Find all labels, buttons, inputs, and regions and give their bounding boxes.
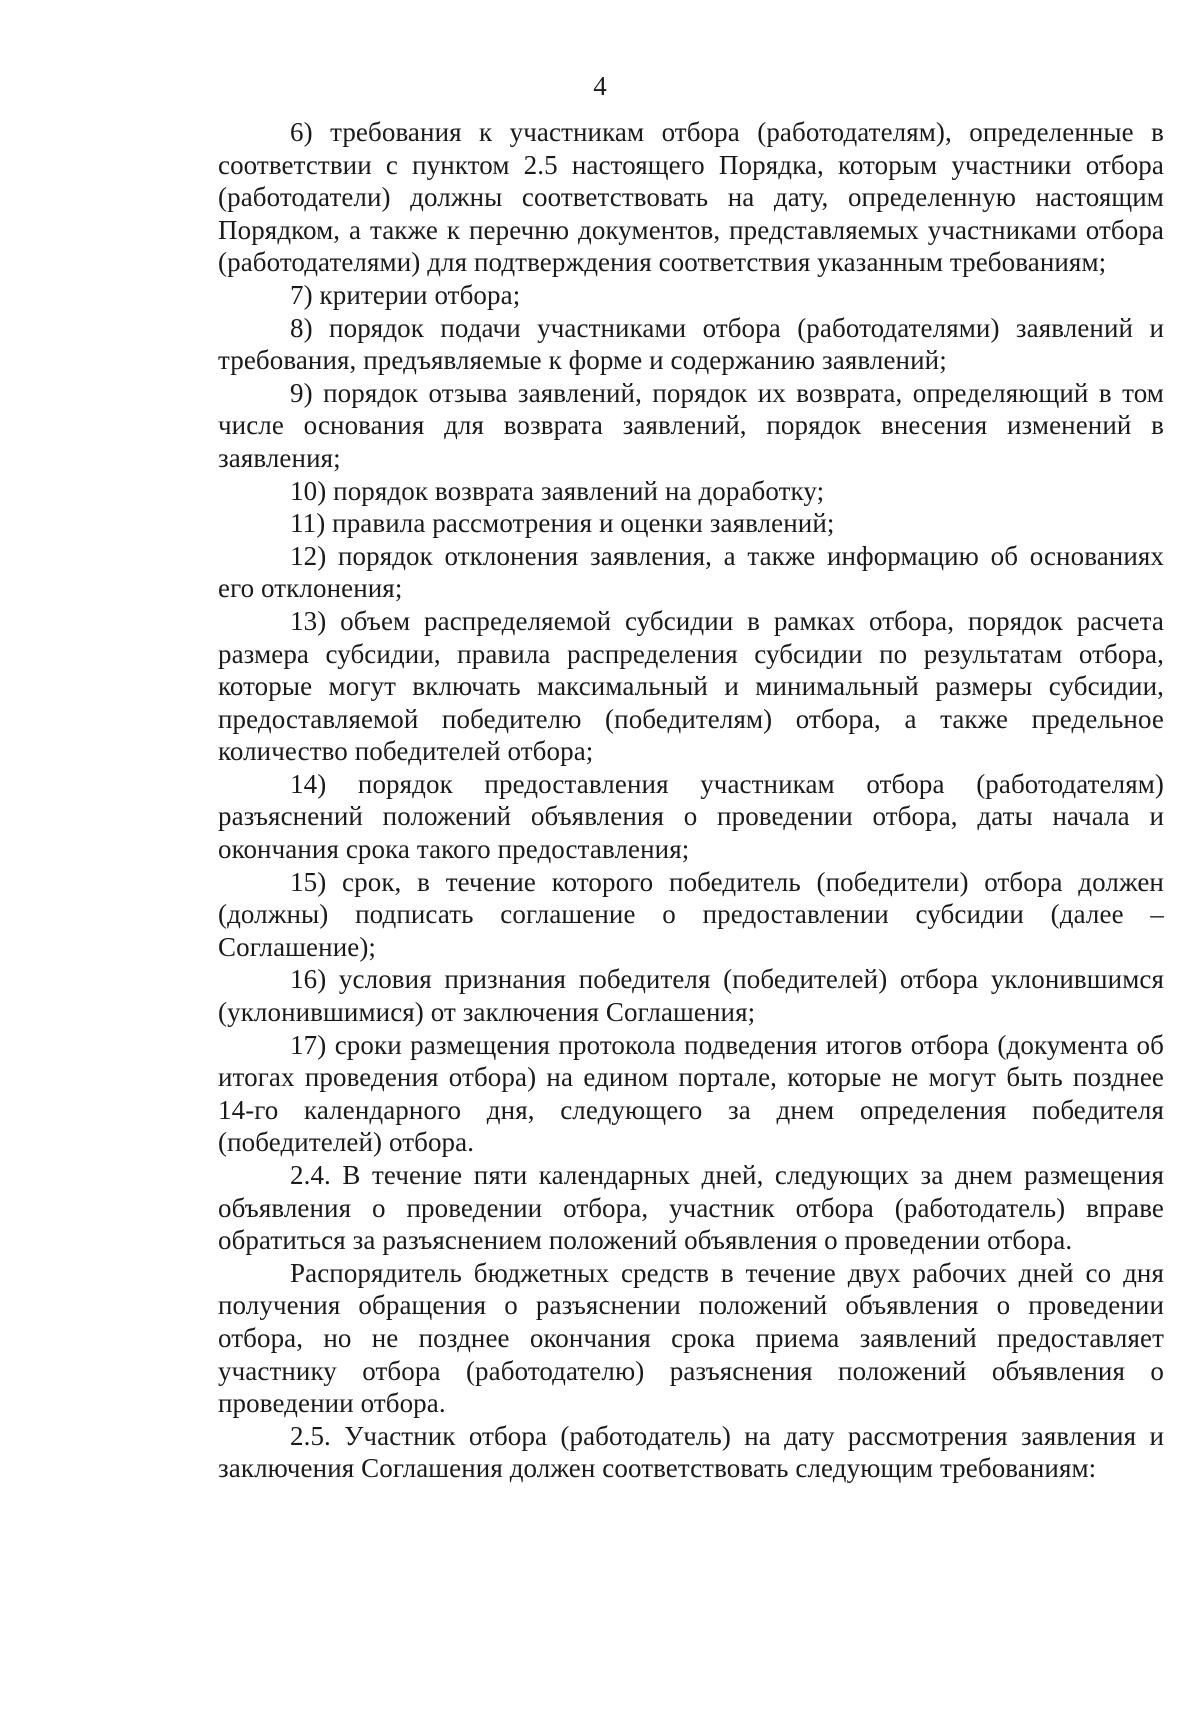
paragraph-item-11: 11) правила рассмотрения и оценки заявлений; bbox=[290, 508, 835, 539]
paragraph-item-12: 12) порядок отклонения заявления, а также информацию об основаниях его отклонения; bbox=[218, 540, 1164, 604]
paragraph-item-7: 7) критерии отбора; bbox=[290, 279, 521, 310]
paragraph-item-6: 6) требования к участникам отбора (работодателям), определенные в соответствии с пунктом 2.5 настоящего Порядка, которым участники отбора (работодатели) должны соответствовать на дату, определенную настоящим Порядком, а также к перечню документов, представляемых участниками отбора (работодателями) для подтверждения соответствия указанным требованиям; bbox=[218, 117, 1164, 278]
paragraph-item-14: 14) порядок предоставления участникам отбора (работодателям) разъяснений положений объявления о проведении отбора, даты начала и окончания срока такого предоставления; bbox=[218, 768, 1164, 865]
document-body bbox=[218, 116, 1164, 1485]
paragraph-item-10: 10) порядок возврата заявлений на доработку; bbox=[290, 475, 825, 506]
paragraph-item-16: 16) условия признания победителя (победителей) отбора уклонившимся (уклонившимися) от заключения Соглашения; bbox=[218, 964, 1164, 1028]
page-number: 4 bbox=[593, 71, 607, 101]
paragraph-item-9: 9) порядок отзыва заявлений, порядок их возврата, определяющий в том числе основания для возврата заявлений, порядок внесения изменений в заявления; bbox=[218, 377, 1164, 473]
paragraph-clause-2-5: 2.5. Участник отбора (работодатель) на дату рассмотрения заявления и заключения Соглашения должен соответствовать следующим требованиям: bbox=[218, 1420, 1164, 1484]
paragraph-clause-2-4-continued: Распорядитель бюджетных средств в течение двух рабочих дней со дня получения обращения о разъяснении положений объявления о проведении отбора, но не позднее окончания срока приема заявлений предоставляет участнику отбора (работодателю) разъяснения положений объявления о проведении отбора. bbox=[218, 1257, 1164, 1419]
paragraph-item-8: 8) порядок подачи участниками отбора (работодателями) заявлений и требования, предъявляемые к форме и содержанию заявлений; bbox=[218, 312, 1164, 376]
paragraph-item-15: 15) срок, в течение которого победитель (победители) отбора должен (должны) подписать соглашение о предоставлении субсидии (далее – Соглашение); bbox=[218, 866, 1164, 962]
paragraph-item-13: 13) объем распределяемой субсидии в рамках отбора, порядок расчета размера субсидии, правила распределения субсидии по результатам отбора, которые могут включать максимальный и минимальный размеры субсидии, предоставляемой победителю (победителям) отбора, а также предельное количество победителей отбора; bbox=[218, 605, 1164, 767]
paragraph-clause-2-4: 2.4. В течение пяти календарных дней, следующих за днем размещения объявления о проведении отбора, участник отбора (работодатель) вправе обратиться за разъяснением положений объявления о проведении отбора. bbox=[218, 1160, 1164, 1256]
paragraph-item-17: 17) сроки размещения протокола подведения итогов отбора (документа об итогах проведения отбора) на едином портале, которые не могут быть позднее 14-го календарного дня, следующего за днем определения победителя (победителей) отбора. bbox=[218, 1029, 1164, 1158]
